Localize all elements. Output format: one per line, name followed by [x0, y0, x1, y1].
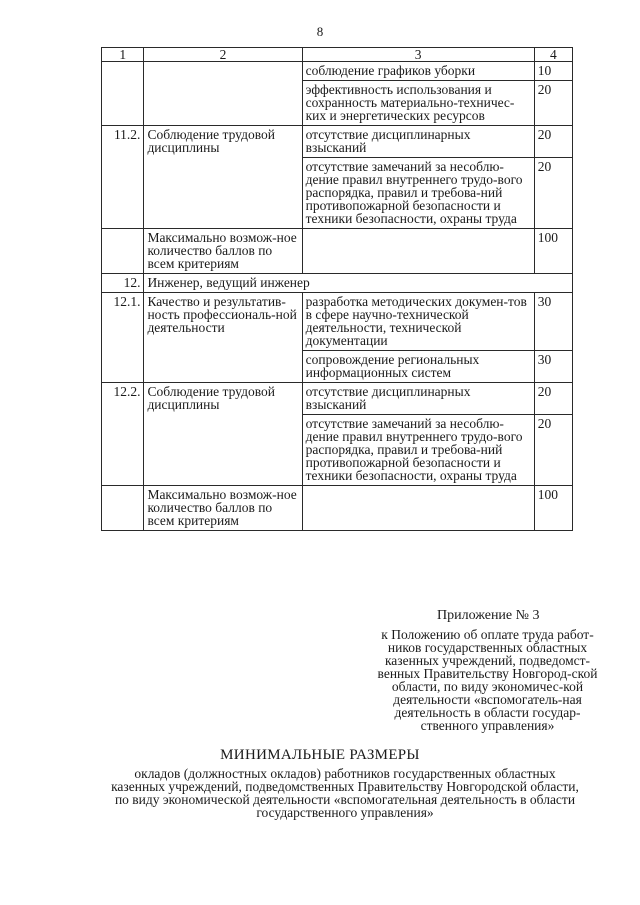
- position-title-cell: Инженер, ведущий инженер: [144, 274, 573, 293]
- criterion-cell: [302, 486, 534, 531]
- score-cell: 20: [534, 126, 572, 158]
- criterion-cell: эффективность использования и сохранность материально-техничес-ких и энергетических ресурсов: [302, 81, 534, 126]
- page-number: 8: [316, 24, 324, 39]
- score-cell: 10: [534, 62, 572, 81]
- indicator-cell: [144, 62, 302, 126]
- score-cell: 20: [534, 383, 572, 415]
- score-cell: 20: [534, 415, 572, 486]
- column-header: 4: [534, 48, 572, 62]
- criterion-cell: отсутствие дисциплинарных взысканий: [302, 383, 534, 415]
- table-row: [102, 126, 573, 158]
- indicator-cell: Соблюдение трудовой дисциплины: [144, 383, 302, 486]
- criterion-cell: соблюдение графиков уборки: [302, 62, 534, 81]
- table-row: [102, 274, 573, 293]
- criteria-table: [101, 47, 573, 531]
- indicator-cell: Максимально возмож-ное количество баллов по всем критериям: [144, 229, 302, 274]
- section-heading: МИНИМАЛЬНЫЕ РАЗМЕРЫ: [220, 747, 420, 763]
- indicator-cell: Качество и результатив-ность профессиональ-ной деятельности: [144, 293, 302, 383]
- number-cell: [102, 486, 144, 531]
- section-subtitle: окладов (должностных окладов) работников государственных областных казенных учреждений, подведомственных Правительству Новгородской области, по виду экономической деятельности «вспомогательная деятельность в области государственного управления»: [111, 766, 579, 820]
- criterion-cell: разработка методических докумен-тов в сфере научно-технической деятельности, технической документации: [302, 293, 534, 351]
- indicator-cell: Максимально возмож-ное количество баллов по всем критериям: [144, 486, 302, 531]
- appendix-reference: к Положению об оплате труда работ-ников государственных областных казенных учреждений, подведомст-венных Правительству Новгород-ской области, по виду экономичес-кой деятельности «вспомогатель-ная деятельность в области государ-ственного управления»: [377, 627, 598, 733]
- score-cell: 30: [534, 351, 572, 383]
- column-header: 2: [144, 48, 302, 62]
- score-cell: 30: [534, 293, 572, 351]
- criterion-cell: отсутствие замечаний за несоблю-дение правил внутреннего трудо-вого распорядка, правил и требова-ний противопожарной безопасности и техники безопасности, охраны труда: [302, 158, 534, 229]
- criterion-cell: отсутствие дисциплинарных взысканий: [302, 126, 534, 158]
- table-row: [102, 486, 573, 531]
- score-cell: 100: [534, 486, 572, 531]
- table-row: [102, 293, 573, 351]
- table-row: [102, 229, 573, 274]
- column-header: 3: [302, 48, 534, 62]
- criterion-cell: сопровождение региональных информационных систем: [302, 351, 534, 383]
- number-cell: [102, 62, 144, 126]
- number-cell: 12.: [102, 274, 144, 293]
- number-cell: 12.1.: [102, 293, 144, 383]
- number-cell: 12.2.: [102, 383, 144, 486]
- score-cell: 20: [534, 81, 572, 126]
- table-header-row: [102, 48, 573, 62]
- score-cell: 20: [534, 158, 572, 229]
- number-cell: [102, 229, 144, 274]
- table-row: [102, 383, 573, 415]
- number-cell: 11.2.: [102, 126, 144, 229]
- column-header: 1: [102, 48, 144, 62]
- score-cell: 100: [534, 229, 572, 274]
- table-row: [102, 62, 573, 81]
- criterion-cell: отсутствие замечаний за несоблю-дение правил внутреннего трудо-вого распорядка, правил и требова-ний противопожарной безопасности и техники безопасности, охраны труда: [302, 415, 534, 486]
- criterion-cell: [302, 229, 534, 274]
- indicator-cell: Соблюдение трудовой дисциплины: [144, 126, 302, 229]
- appendix-title: Приложение № 3: [437, 608, 540, 623]
